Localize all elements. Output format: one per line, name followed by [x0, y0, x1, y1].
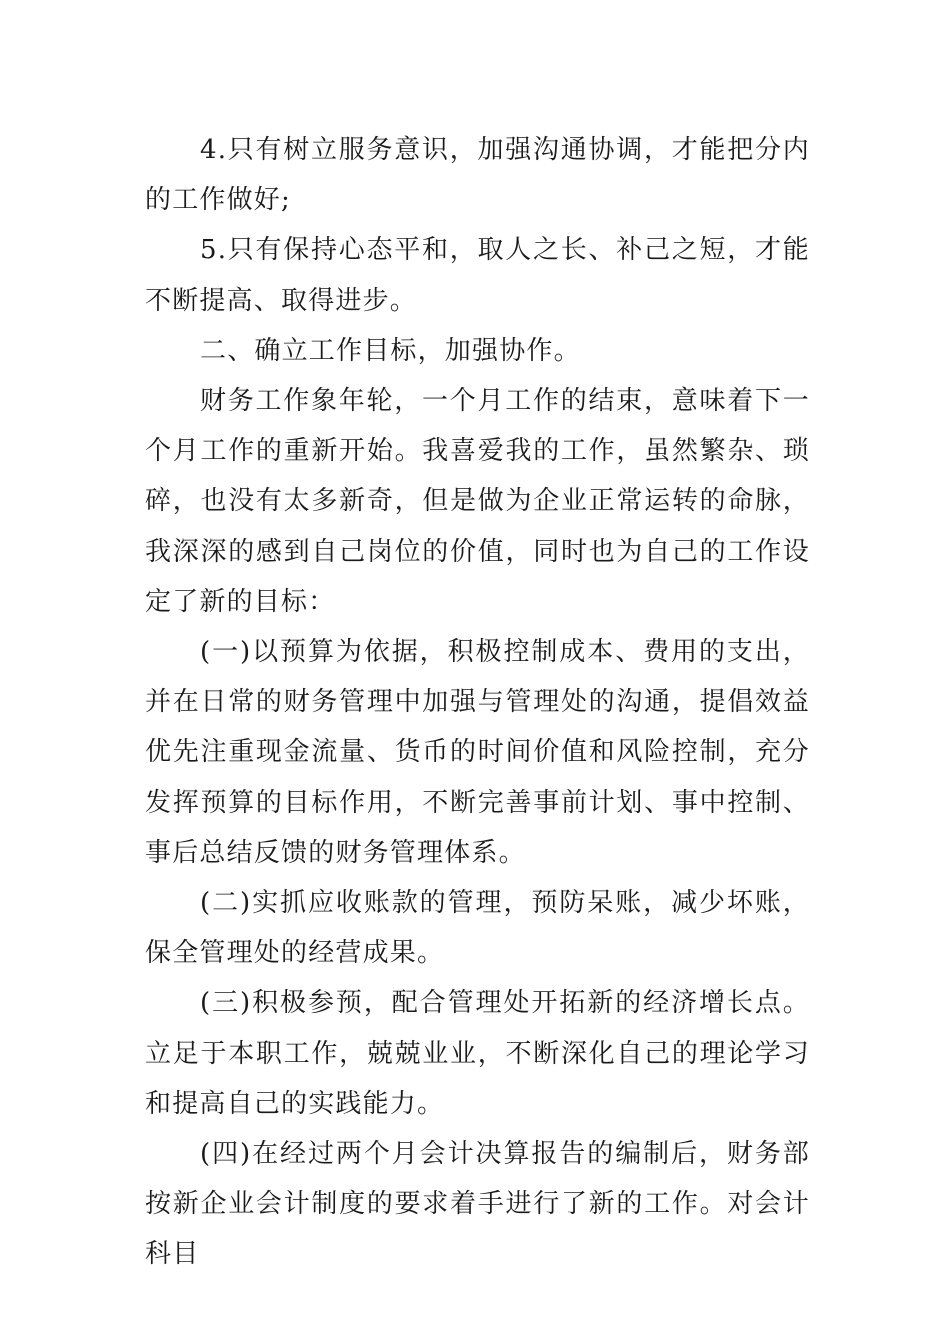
section-heading: 二、确立工作目标，加强协作。: [200, 335, 581, 366]
paragraph-goal-3: (三)积极参预，配合管理处开拓新的经济增长点。立足于本职工作，兢兢业业，不断深化自己的理论学习和提高自己的实践能力。: [145, 988, 810, 1119]
paragraph-goal-2: (二)实抓应收账款的管理，预防呆账，减少坏账，保全管理处的经营成果。: [145, 888, 810, 969]
paragraph-item-5: 5.只有保持心态平和，取人之长、补己之短，才能不断提高、取得进步。: [145, 235, 810, 316]
paragraph-goal-1: (一)以预算为依据，积极控制成本、费用的支出，并在日常的财务管理中加强与管理处的沟通，提倡效益优先注重现金流量、货币的时间价值和风险控制，充分发挥预算的目标作用，不断完善事前计划、事中控制、事后总结反馈的财务管理体系。: [145, 637, 810, 868]
paragraph-item-4: 4.只有树立服务意识，加强沟通协调，才能把分内的工作做好;: [145, 135, 810, 216]
paragraph-goal-4: (四)在经过两个月会计决算报告的编制后，财务部按新企业会计制度的要求着手进行了新的工作。对会计科目: [145, 1139, 810, 1270]
paragraph-intro: 财务工作象年轮，一个月工作的结束，意味着下一个月工作的重新开始。我喜爱我的工作，虽然繁杂、琐碎，也没有太多新奇，但是做为企业正常运转的命脉，我深深的感到自己岗位的价值，同时也为自己的工作设定了新的目标：: [145, 386, 810, 617]
document-body: [145, 125, 810, 1280]
